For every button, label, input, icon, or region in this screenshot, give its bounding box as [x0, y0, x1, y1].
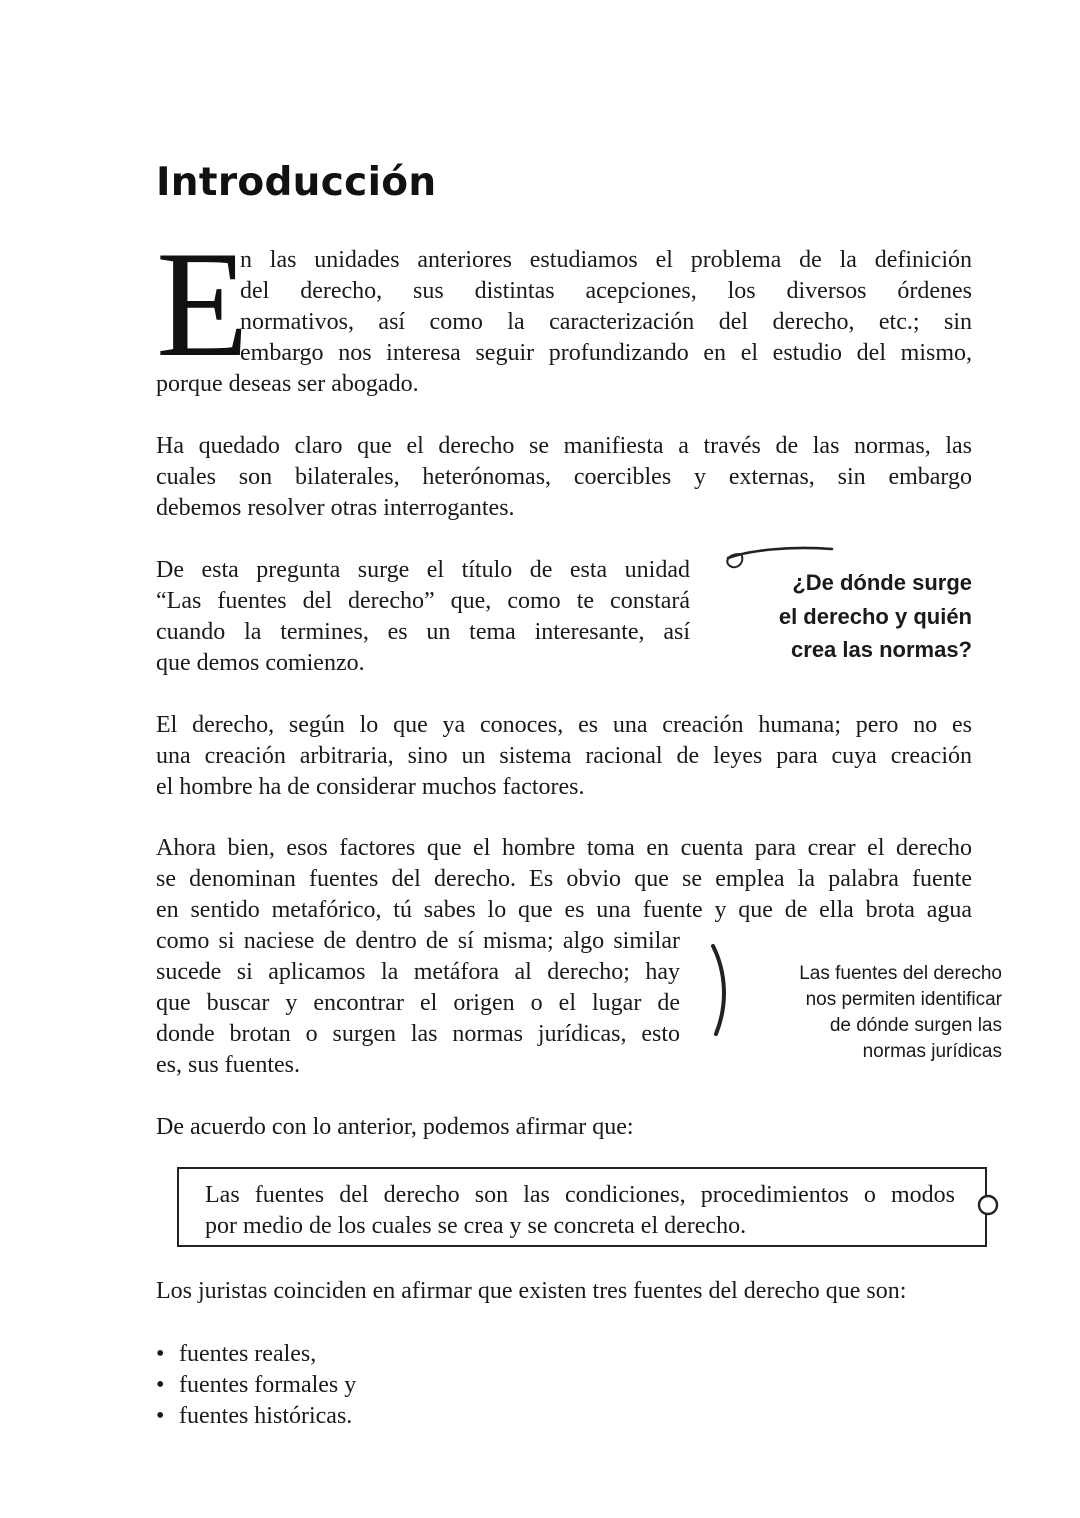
paragraph-3 — [156, 555, 690, 679]
paragraph-line: que demos comienzo. — [156, 650, 365, 676]
list-item-text: fuentes formales y — [179, 1372, 357, 1398]
list-item — [156, 1401, 356, 1432]
paragraph-line: el hombre ha de considerar muchos factores. — [156, 774, 585, 800]
paragraph-4 — [156, 710, 972, 803]
sidenote-line: el derecho y quién — [778, 603, 972, 629]
list-item-text: fuentes históricas. — [179, 1403, 353, 1429]
definition-text — [205, 1180, 955, 1242]
sources-list — [156, 1339, 356, 1432]
paragraph-7: Los juristas coinciden en afirmar que existen tres fuentes del derecho que son: — [156, 1278, 907, 1304]
sidenote-line: crea las normas? — [791, 637, 972, 662]
paragraph-line: cuando la termines, es un tema interesante, así — [156, 619, 690, 645]
paragraph-line: sucede si aplicamos la metáfora al derecho; hay — [156, 959, 680, 985]
sidenote-bracket-icon — [704, 942, 734, 1038]
paragraph-line: debemos resolver otras interrogantes. — [156, 495, 515, 521]
list-item-text: fuentes reales, — [179, 1341, 317, 1367]
box-ring-icon — [976, 1193, 1000, 1217]
paragraph-line: cuales son bilaterales, heterónomas, coercibles y externas, sin embargo — [156, 464, 972, 490]
bullet-icon: • — [156, 1341, 165, 1367]
paragraph-line: en sentido metafórico, tú sabes lo que es una fuente y que de ella brota agua — [156, 897, 972, 923]
list-item — [156, 1370, 356, 1401]
sidenote-fuentes — [740, 961, 1002, 1065]
paragraph-line: una creación arbitraria, sino un sistema racional de leyes para cuya creación — [156, 743, 972, 769]
paragraph-line: “Las fuentes del derecho” que, como te constará — [156, 588, 690, 614]
intro-paragraph-indented — [240, 245, 972, 369]
list-item — [156, 1339, 356, 1370]
paragraph-line: El derecho, según lo que ya conoces, es una creación humana; pero no es — [156, 712, 972, 738]
paragraph-line: como si naciese de dentro de sí misma; algo similar — [156, 928, 680, 954]
paragraph-6: De acuerdo con lo anterior, podemos afirmar que: — [156, 1114, 634, 1140]
sidenote-line: Las fuentes del derecho — [799, 963, 1002, 984]
definition-line: Las fuentes del derecho son las condiciones, procedimientos o modos — [205, 1182, 955, 1208]
paragraph-2 — [156, 431, 972, 524]
paragraph-line: Ahora bien, esos factores que el hombre toma en cuenta para crear el derecho — [156, 835, 972, 861]
paragraph-line: Ha quedado claro que el derecho se manifiesta a través de las normas, las — [156, 433, 972, 459]
bullet-icon: • — [156, 1403, 165, 1429]
sidenote-line: de dónde surgen las — [829, 1015, 1002, 1036]
paragraph-line: es, sus fuentes. — [156, 1052, 300, 1078]
paragraph-line: que buscar y encontrar el origen o el lugar de — [156, 990, 680, 1016]
definition-line: por medio de los cuales se crea y se concreta el derecho. — [205, 1213, 747, 1239]
bullet-icon: • — [156, 1372, 165, 1398]
intro-last-line: porque deseas ser abogado. — [156, 371, 419, 397]
sidenote-question — [740, 566, 972, 667]
drop-cap: E — [156, 220, 249, 388]
definition-box — [177, 1167, 987, 1247]
paragraph-line: De esta pregunta surge el título de esta unidad — [156, 557, 690, 583]
sidenote-line: nos permiten identificar — [805, 989, 1002, 1010]
intro-line: embargo nos interesa seguir profundizando en el estudio del mismo, — [240, 340, 972, 366]
sidenote-line: normas jurídicas — [862, 1041, 1002, 1062]
paragraph-line: se denominan fuentes del derecho. Es obvio que se emplea la palabra fuente — [156, 866, 972, 892]
intro-line: normativos, así como la caracterización del derecho, etc.; sin — [240, 309, 972, 335]
intro-line: del derecho, sus distintas acepciones, los diversos órdenes — [240, 278, 972, 304]
page-title: Introducción — [156, 160, 437, 205]
sidenote-line: ¿De dónde surge — [792, 570, 972, 595]
paragraph-line: donde brotan o surgen las normas jurídicas, esto — [156, 1021, 680, 1047]
intro-line: n las unidades anteriores estudiamos el problema de la definición — [240, 247, 972, 273]
